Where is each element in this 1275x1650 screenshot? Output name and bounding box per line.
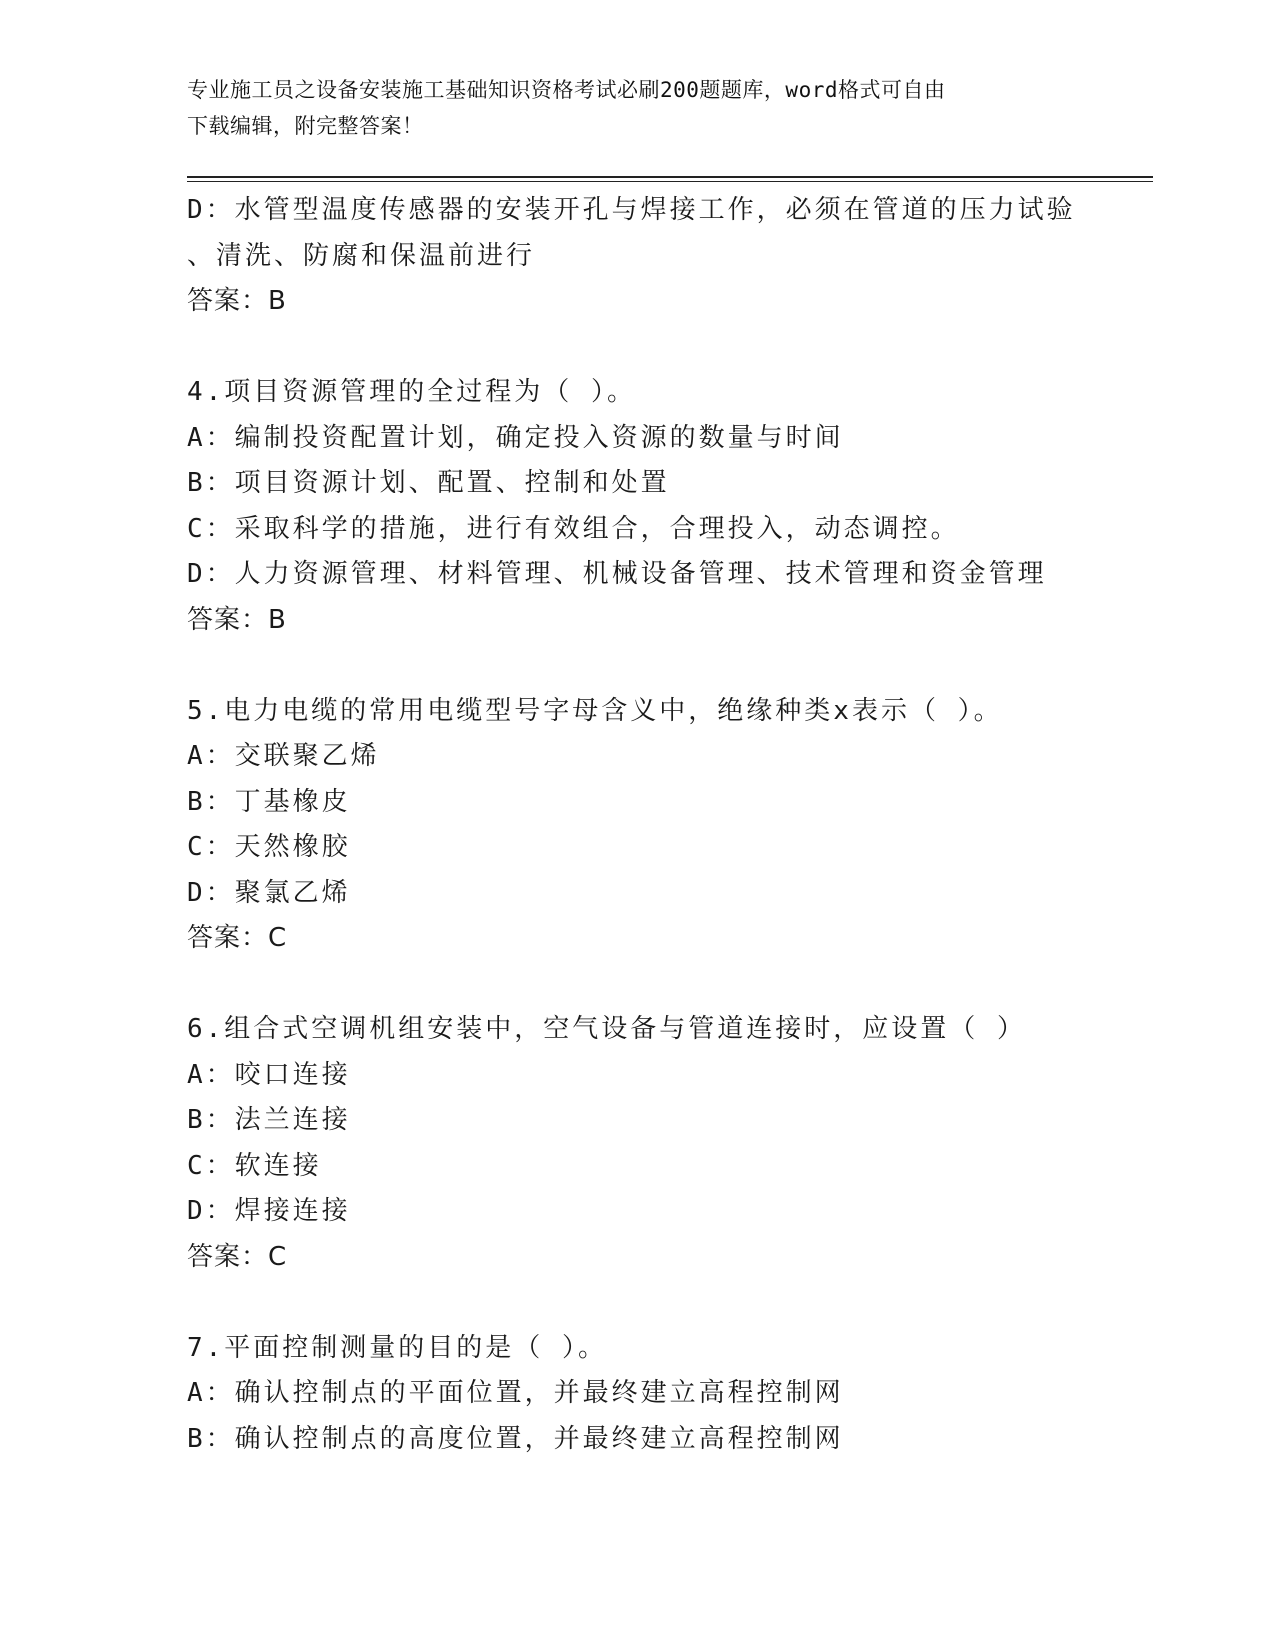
option-d: D：焊接连接	[187, 1196, 351, 1226]
option-d-line-1: D：水管型温度传感器的安装开孔与焊接工作，必须在管道的压力试验	[187, 195, 1076, 225]
question-7	[187, 1326, 1087, 1463]
header-title-line-2: 下载编辑，附完整答案！	[187, 114, 424, 138]
question-3-continued	[187, 188, 1087, 325]
question-stem: 5.电力电缆的常用电缆型号字母含义中，绝缘种类x表示（ ）。	[187, 695, 1003, 726]
question-5	[187, 689, 1087, 962]
question-stem: 6.组合式空调机组安装中，空气设备与管道连接时，应设置（ ）	[187, 1014, 1026, 1044]
header-divider-thin	[187, 181, 1153, 182]
spacer	[187, 643, 1087, 689]
option-d: D：聚氯乙烯	[187, 877, 351, 908]
option-a: A：编制投资配置计划，确定投入资源的数量与时间	[187, 422, 844, 453]
answer-label: 答案：B	[187, 286, 287, 316]
question-list	[187, 188, 1087, 1462]
option-b: B：确认控制点的高度位置，并最终建立高程控制网	[187, 1423, 844, 1454]
question-stem: 4.项目资源管理的全过程为（ ）。	[187, 377, 636, 407]
option-a: A：确认控制点的平面位置，并最终建立高程控制网	[187, 1378, 844, 1408]
option-d-line-2: 、清洗、防腐和保温前进行	[187, 240, 536, 271]
spacer	[187, 962, 1087, 1008]
answer-label: 答案：B	[187, 604, 287, 635]
header-title-line-1: 专业施工员之设备安装施工基础知识资格考试必刷200题题库，word格式可自由	[187, 78, 946, 102]
header-divider-thick	[187, 176, 1153, 178]
spacer	[187, 1280, 1087, 1326]
option-a: A：咬口连接	[187, 1059, 351, 1090]
question-stem: 7.平面控制测量的目的是（ ）。	[187, 1332, 607, 1363]
answer-label: 答案：C	[187, 923, 288, 953]
option-c: C：采取科学的措施，进行有效组合，合理投入，动态调控。	[187, 513, 960, 544]
question-4	[187, 370, 1087, 643]
option-a: A：交联聚乙烯	[187, 741, 380, 771]
option-d: D：人力资源管理、材料管理、机械设备管理、技术管理和资金管理	[187, 559, 1047, 589]
option-c: C：软连接	[187, 1150, 322, 1181]
option-b: B：法兰连接	[187, 1105, 351, 1135]
spacer	[187, 325, 1087, 371]
document-header	[187, 72, 1087, 144]
answer-label: 答案：C	[187, 1241, 288, 1272]
option-c: C：天然橡胶	[187, 832, 351, 862]
question-6	[187, 1007, 1087, 1280]
option-b: B：丁基橡皮	[187, 786, 351, 817]
option-b: B：项目资源计划、配置、控制和处置	[187, 468, 670, 498]
